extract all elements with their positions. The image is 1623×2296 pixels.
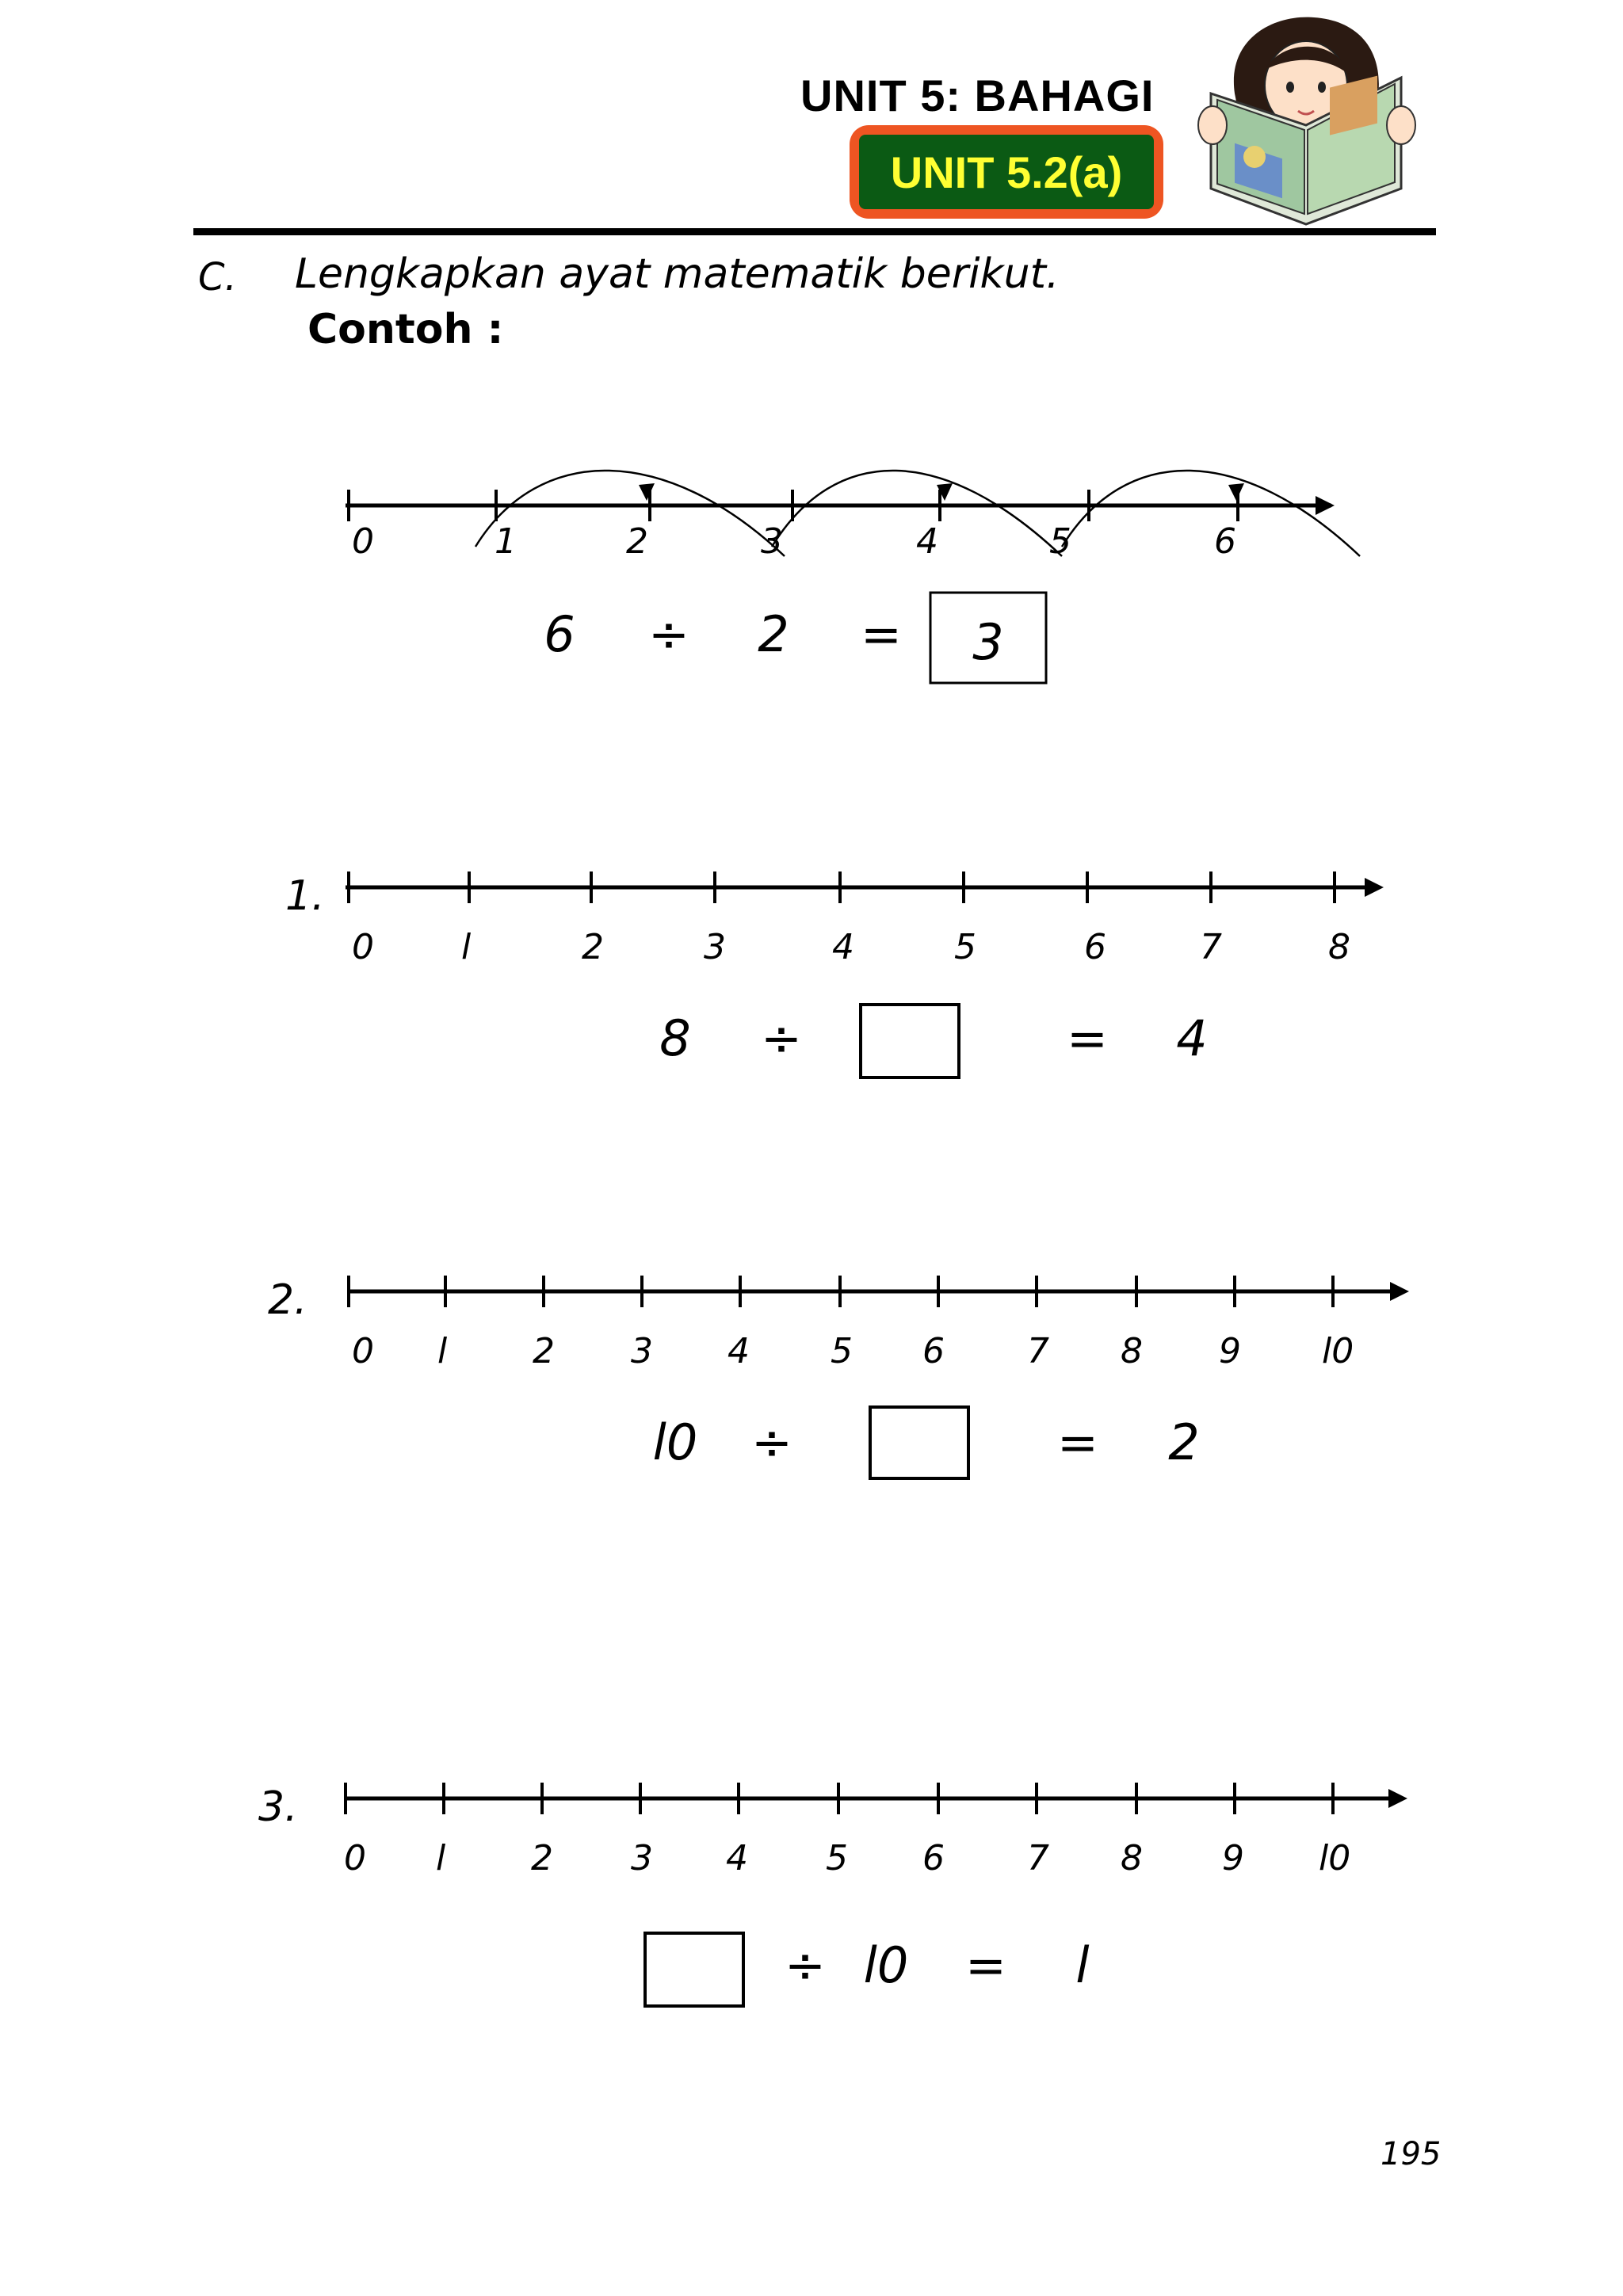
example-divisor: 2	[758, 605, 789, 663]
question-2-number: 2.	[268, 1276, 307, 1324]
question-2-divide-sign: ÷	[751, 1413, 792, 1471]
question-3-tick-label-1: l	[436, 1838, 446, 1878]
question-3-tick-label-4: 4	[726, 1838, 748, 1878]
example-equals-sign: =	[861, 605, 902, 663]
question-1-result: 4	[1176, 1009, 1208, 1067]
question-1-divide-sign: ÷	[761, 1009, 802, 1067]
question-1-dividend: 8	[659, 1009, 691, 1067]
example-equation	[544, 593, 1046, 683]
unit-title: UNIT 5: BAHAGI	[800, 71, 1155, 120]
question-3-tick-label-3: 3	[631, 1838, 653, 1878]
question-3-tick-label-8: 8	[1121, 1838, 1143, 1878]
question-2-equation	[653, 1407, 1200, 1478]
question-2-equals-sign: =	[1057, 1413, 1098, 1471]
example-divide-sign: ÷	[648, 605, 689, 663]
question-2-tick-label-1: l	[437, 1331, 448, 1371]
question-1-tick-label-8: 8	[1328, 927, 1350, 967]
example-tick-label-0: 0	[352, 521, 374, 562]
example-tick-label-3: 3	[761, 521, 783, 562]
question-3-number: 3.	[258, 1783, 298, 1831]
question-3-result: l	[1075, 1936, 1090, 1994]
example-number-line	[346, 471, 1360, 562]
question-1-tick-label-5: 5	[954, 927, 976, 967]
question-1-tick-label-0: 0	[352, 927, 374, 967]
question-2-number-line	[349, 1276, 1409, 1371]
example-tick-label-5: 5	[1049, 521, 1071, 562]
example-tick-label-1: 1	[495, 521, 517, 562]
example-label: Contoh :	[307, 306, 504, 353]
question-2-tick-label-0: 0	[352, 1331, 374, 1371]
question-1-tick-label-4: 4	[832, 927, 854, 967]
question-1-number-line	[346, 871, 1384, 967]
question-3-number-line	[344, 1783, 1407, 1878]
instruction-text: Lengkapkan ayat matematik berikut.	[295, 250, 1060, 298]
example-tick-label-6: 6	[1214, 521, 1236, 562]
example-dividend: 6	[544, 605, 575, 663]
question-1-tick-label-3: 3	[704, 927, 726, 967]
example-tick-label-4: 4	[916, 521, 938, 562]
question-2-tick-label-8: 8	[1121, 1331, 1143, 1371]
question-1-tick-label-2: 2	[582, 927, 604, 967]
question-3-tick-label-2: 2	[531, 1838, 553, 1878]
question-1-tick-label-6: 6	[1084, 927, 1106, 967]
question-1-number: 1.	[285, 872, 325, 920]
page-number: 195	[1381, 2136, 1442, 2172]
question-2-tick-label-5: 5	[831, 1331, 853, 1371]
example-tick-label-2: 2	[626, 521, 648, 562]
question-2-answer-box[interactable]	[870, 1407, 968, 1478]
example-answer: 3	[972, 613, 1004, 671]
question-3-tick-label-6: 6	[922, 1838, 945, 1878]
question-2-tick-label-10: l0	[1322, 1331, 1354, 1371]
question-2-tick-label-6: 6	[922, 1331, 945, 1371]
question-3-equals-sign: =	[965, 1936, 1006, 1994]
question-1-tick-label-1: l	[461, 927, 472, 967]
question-2-tick-label-7: 7	[1027, 1331, 1049, 1371]
question-3-equation	[645, 1933, 1090, 2006]
example-jump-arrow-0	[639, 483, 655, 501]
question-3-tick-label-7: 7	[1027, 1838, 1049, 1878]
question-2-result: 2	[1168, 1413, 1200, 1471]
question-3-divisor: l0	[863, 1936, 909, 1994]
question-1-equals-sign: =	[1067, 1009, 1108, 1067]
question-3-tick-label-10: l0	[1319, 1838, 1351, 1878]
question-2-tick-label-2: 2	[533, 1331, 555, 1371]
example-jump-arrow-2	[1228, 483, 1244, 501]
example-jump-arc-2	[1062, 471, 1360, 556]
question-3-divide-sign: ÷	[785, 1936, 826, 1994]
question-3-tick-label-9: 9	[1222, 1838, 1244, 1878]
question-1-equation	[659, 1005, 1207, 1077]
question-2-tick-label-4: 4	[727, 1331, 750, 1371]
question-2-dividend: l0	[652, 1413, 698, 1471]
question-2-tick-label-3: 3	[631, 1331, 653, 1371]
unit-code-label: UNIT 5.2(a)	[859, 135, 1154, 209]
question-1-tick-label-7: 7	[1200, 927, 1222, 967]
question-3-answer-box[interactable]	[645, 1933, 743, 2006]
question-1-answer-box[interactable]	[861, 1005, 959, 1077]
section-letter: C.	[198, 255, 237, 299]
question-3-tick-label-5: 5	[826, 1838, 848, 1878]
question-2-tick-label-9: 9	[1219, 1331, 1241, 1371]
question-3-tick-label-0: 0	[344, 1838, 366, 1878]
